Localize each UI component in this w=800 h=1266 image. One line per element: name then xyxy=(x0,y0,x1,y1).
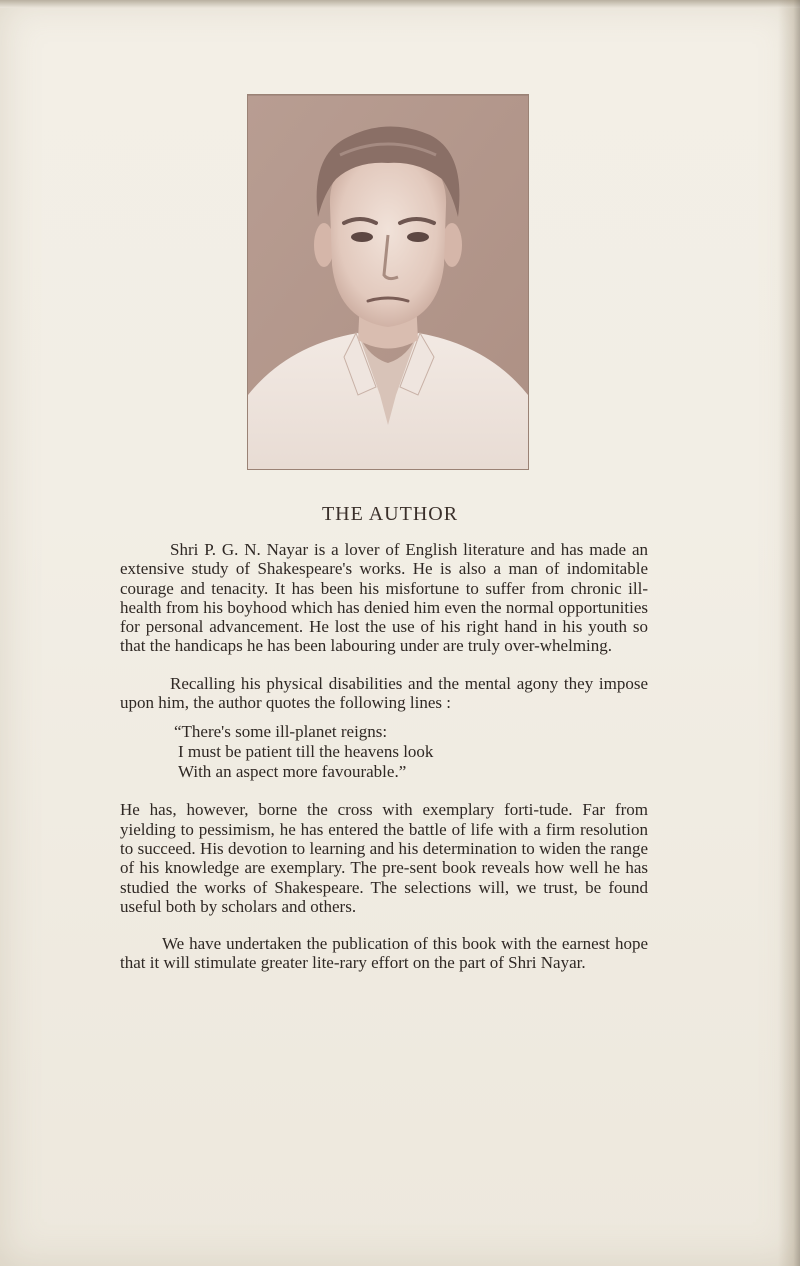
author-portrait xyxy=(247,94,529,470)
quote-line-2: I must be patient till the heavens look xyxy=(178,742,434,762)
quoted-verse xyxy=(174,722,648,782)
bio-paragraph-2: Recalling his physical disabilities and the mental agony they impose upon him, the author quotes the following lines : xyxy=(120,673,648,713)
bio-paragraph-1: Shri P. G. N. Nayar is a lover of English literature and has made an extensive study of Shakespeare's works. He is also a man of indomitable courage and tenacity. It has been his misfortune to suffer from chronic ill-health from his boyhood which has denied him even the normal opportunities for personal advancement. He lost the use of his right hand in his youth so that the handicaps he has been labouring under are truly over-whelming. xyxy=(120,540,648,656)
author-bio xyxy=(120,540,648,973)
author-portrait-drawing xyxy=(248,95,528,469)
quote-line-3: With an aspect more favourable.” xyxy=(178,762,407,782)
bio-paragraph-3: He has, however, borne the cross with exemplary forti-tude. Far from yielding to pessimism, he has entered the battle of life with a firm resolution to succeed. His devotion to learning and his determination to widen the range of his knowledge are exemplary. The pre-sent book reveals how well he has studied the works of Shakespeare. The selections will, we trust, be found useful both by scholars and others. xyxy=(120,800,648,916)
section-heading: THE AUTHOR xyxy=(321,503,459,525)
bio-paragraph-4: We have undertaken the publication of this book with the earnest hope that it will stimulate greater lite-rary effort on the part of Shri Nayar. xyxy=(120,934,648,973)
quote-line-1: “There's some ill-planet reigns: xyxy=(174,722,388,742)
